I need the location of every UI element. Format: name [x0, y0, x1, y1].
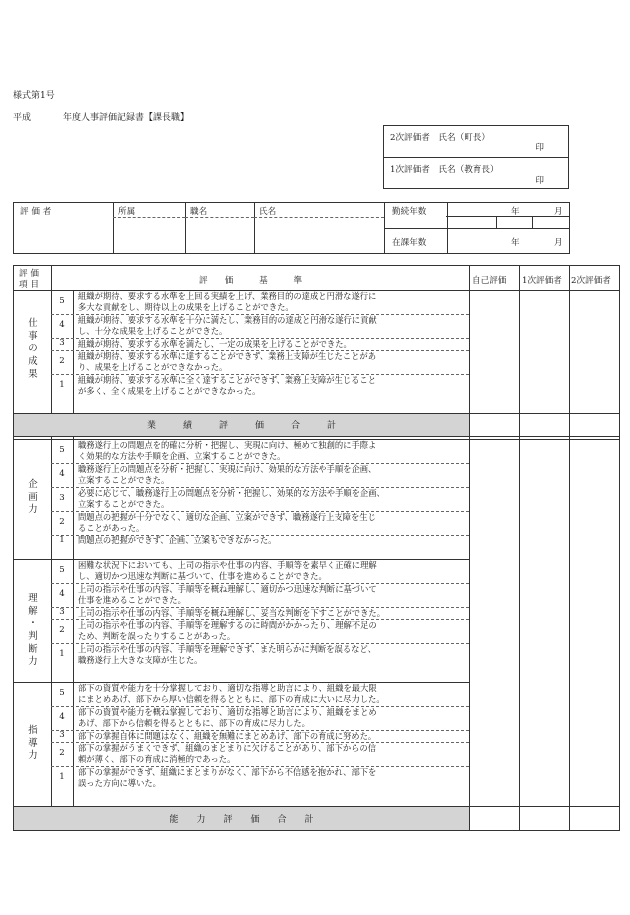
affiliation-cell[interactable] — [113, 203, 114, 253]
first-evaluator-row[interactable] — [384, 158, 568, 190]
level-number: 1 — [59, 380, 65, 390]
document-title-row — [13, 110, 189, 123]
second-evaluator-row[interactable] — [384, 126, 568, 158]
item-header: 評 価 項 目 — [19, 269, 39, 291]
name-label: 氏名 — [259, 207, 277, 217]
category-planning: 企 画 力 — [28, 479, 38, 516]
criteria-description: 部下の資質や能力を十分掌握しており、適切な指導と助言により、組織を最大限 にまとめあげ、部下から厚い信頼を得るとともに、部下の育成に大いに尽力した。 — [78, 683, 385, 704]
level-number: 3 — [59, 338, 65, 348]
criteria-description: 職務遂行上の問題点を分析・把握し、実現に向け、効果的な方法や手順を企画、 立案することができた。 — [78, 464, 377, 485]
criteria-description: 上司の指示や仕事の内容、手順等を理解できず、また明らかに判断を誤るなど、 職務遂行上大きな支障が生じた。 — [78, 644, 377, 665]
position-cell[interactable] — [185, 203, 186, 253]
level-number: 1 — [59, 649, 65, 659]
criteria-description: 問題点の把握ができず、企画、立案もできなかった。 — [78, 535, 277, 546]
category-leadership: 指 導 力 — [28, 725, 38, 762]
evaluatee-label: 評 価 者 — [20, 207, 52, 217]
first-eval-header: 1次評価者 — [522, 276, 562, 286]
level-number: 2 — [59, 625, 65, 635]
level-number: 5 — [59, 445, 65, 455]
criteria-description: 職務遂行上の問題点を的確に分析・把握し、実現に向け、極めて独創的に手際よ く効果的な方法や手順を企画、立案することができた。 — [78, 440, 377, 461]
category-results: 仕 事 の 成 果 — [28, 318, 38, 380]
criteria-description: 部下の掌握自体に問題はなく、組織を無難にまとめあげ、部下の育成に努めた。 — [78, 730, 377, 741]
era-label: 平成 — [13, 113, 32, 123]
criteria-header: 評 価 基 準 — [199, 276, 303, 286]
evaluator-signature-box — [383, 125, 569, 189]
level-number: 5 — [59, 296, 65, 306]
document-title: 年度人事評価記録書【課長職】 — [63, 113, 190, 123]
criteria-description: 部下の掌握ができず、組織にまとまりがなく、部下から不信感を抱かれ、部下を 誤った方向に導いた。 — [78, 767, 377, 788]
level-number: 4 — [59, 712, 65, 722]
criteria-description: 必要に応じて、職務遂行上の問題点を分析・把握し、効果的な方法や手順を企画、 立案することができた。 — [78, 488, 385, 509]
self-eval-header: 自己評価 — [472, 276, 507, 286]
criteria-description: 困難な状況下においても、上司の指示や仕事の内容、手順等を素早く正確に理解 し、適切かつ迅速な判断に基づいて、仕事を進めることができた。 — [78, 560, 377, 581]
name-cell[interactable] — [254, 203, 255, 253]
criteria-description: 上司の指示や仕事の内容、手順等を概ね理解し、適切かつ迅速な判断に基づいて 仕事を進めることができた。 — [78, 584, 377, 605]
level-number: 2 — [59, 356, 65, 366]
section-years-unit: 年 — [511, 238, 520, 248]
results-total-label: 業 績 評 価 合 計 — [146, 421, 336, 431]
level-number: 5 — [59, 565, 65, 575]
criteria-description: 問題点の把握が十分でなく、適切な企画、立案ができず、職務遂行上支障を生じ ることがあった。 — [78, 512, 376, 533]
criteria-description: 組織が期待、要求する水準を満たし、一定の成果を上げることができた。 — [78, 338, 352, 349]
level-number: 4 — [59, 589, 65, 599]
level-number: 5 — [59, 688, 65, 698]
first-evaluator-label: 1次評価者 氏名（教育長） — [390, 165, 499, 175]
second-evaluator-label: 2次評価者 氏名（町長） — [390, 133, 490, 143]
criteria-description: 部下の掌握がうまくできず、組織のまとまりに欠けることがあり、部下からの信 頼が薄く、部下の育成に消極的であった。 — [78, 743, 377, 764]
criteria-description: 組織が期待、要求する水準に達することができず、業務上支障が生じたことがあ り、成果を上げることができなかった。 — [78, 351, 377, 372]
affiliation-label: 所属 — [118, 207, 136, 217]
second-evaluator-seal: 印 — [535, 143, 544, 153]
level-number: 2 — [59, 748, 65, 758]
level-number: 1 — [59, 534, 65, 545]
level-number: 3 — [59, 607, 65, 617]
criteria-description: 上司の指示や仕事の内容、手順等を概ね理解し、妥当な判断を下すことができた。 — [78, 607, 385, 618]
first-evaluator-seal: 印 — [535, 176, 544, 186]
level-number: 2 — [59, 517, 65, 527]
service-months-unit: 月 — [554, 207, 563, 217]
ability-total-label: 能 力 評 価 合 計 — [169, 815, 314, 825]
level-number: 3 — [59, 730, 65, 740]
criteria-description: 部下の資質や能力を概ね掌握しており、適切な指導と助言により、組織をまとめ あげ、部下から信頼を得るとともに、部下の育成に尽力した。 — [78, 707, 377, 728]
category-understanding: 理 解 ・ 判 断 力 — [28, 593, 38, 668]
second-eval-header: 2次評価者 — [571, 276, 611, 286]
position-label: 職名 — [190, 207, 208, 217]
level-number: 4 — [59, 469, 65, 479]
service-years-unit: 年 — [511, 207, 520, 217]
criteria-description: 上司の指示や仕事の内容、手順等を理解するのに時間がかかったり、理解不足の ため、判断を誤ったりすることがあった。 — [78, 620, 377, 641]
level-number: 3 — [59, 493, 65, 503]
form-number: 様式第1号 — [13, 91, 55, 101]
section-months-unit: 月 — [554, 238, 563, 248]
criteria-description: 組織が期待、要求する水準に全く達することができず、業務上支障が生じること が多く、全く成果を上げることができなかった。 — [78, 375, 377, 396]
criteria-description: 組織が期待、要求する水準を上回る実績を上げ、業務目的の達成と円滑な遂行に 多大な貢献をし、期待以上の成果を上げることができた。 — [78, 291, 377, 312]
evaluation-table — [13, 265, 620, 831]
section-years-label: 在課年数 — [392, 238, 427, 248]
level-number: 1 — [59, 772, 65, 782]
service-years-label: 勤続年数 — [392, 207, 427, 217]
criteria-description: 組織が期待、要求する水準を十分に満たし、業務目的の達成と円滑な遂行に貢献 し、十分な成果を上げることができた。 — [78, 315, 377, 336]
level-number: 4 — [59, 320, 65, 330]
